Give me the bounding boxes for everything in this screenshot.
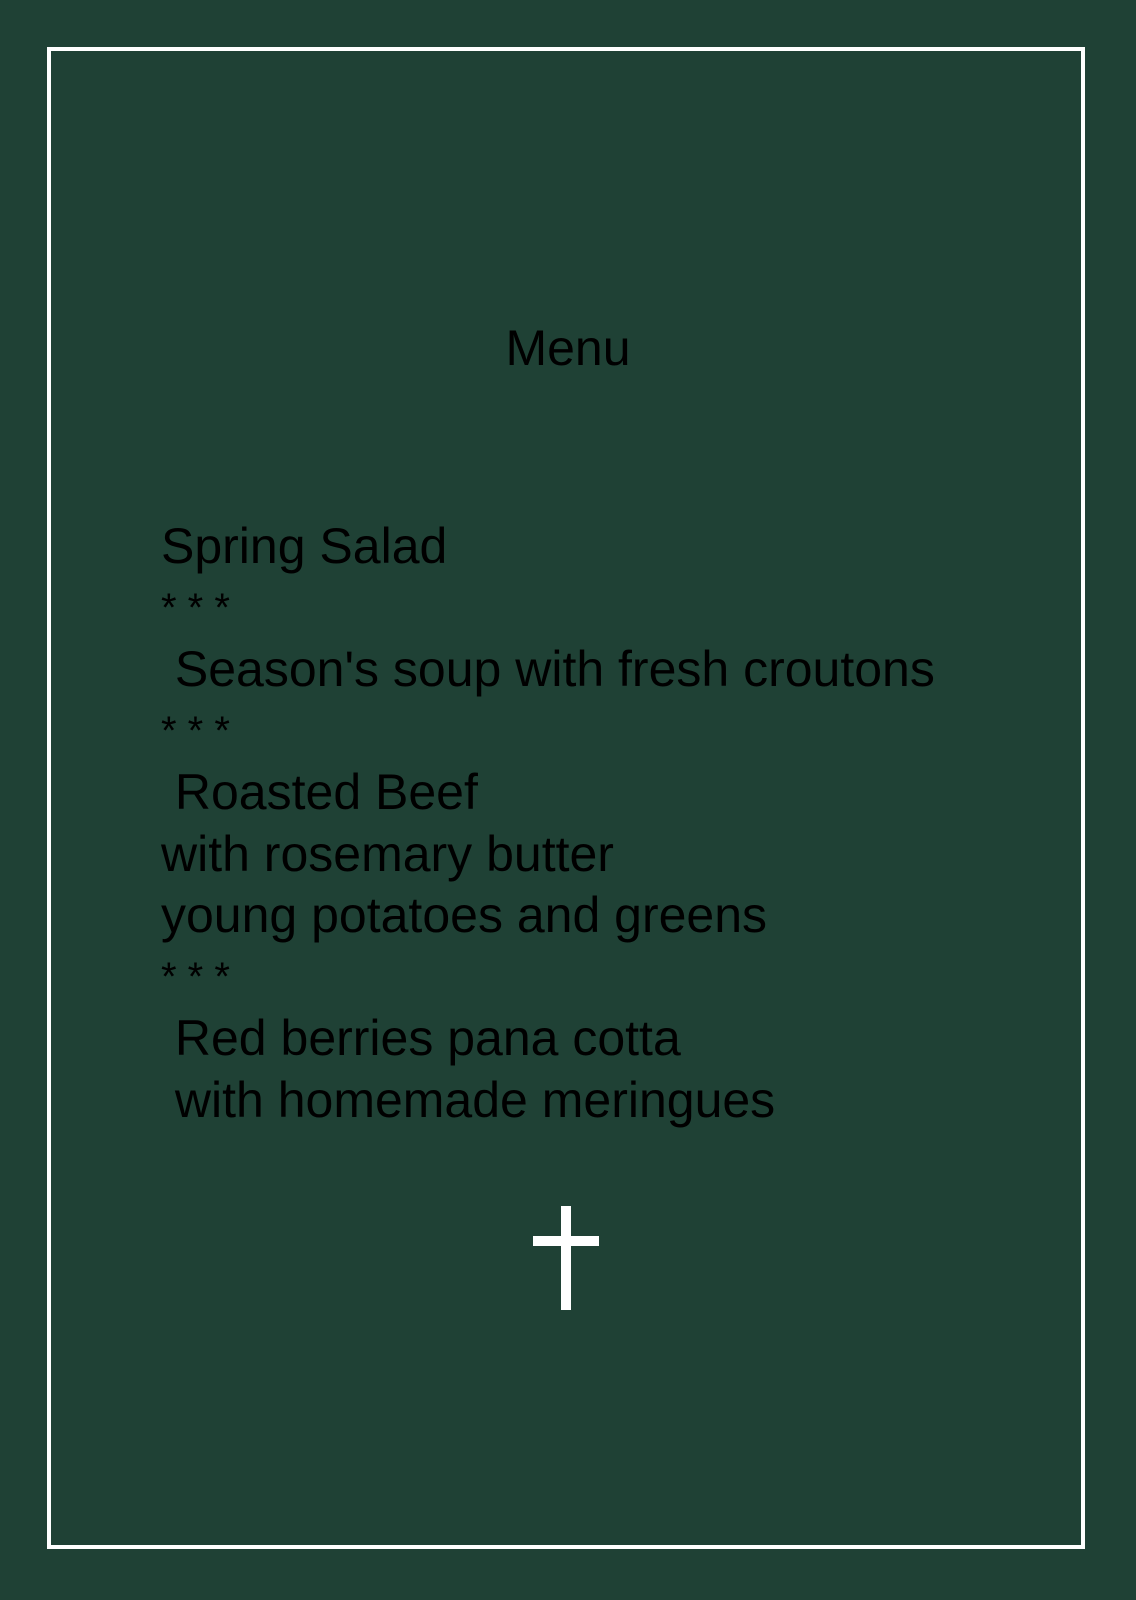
- menu-item-main: Roasted Beef: [161, 764, 478, 820]
- menu-item-main-detail: with rosemary butter: [161, 825, 614, 882]
- menu-list: [161, 516, 935, 1131]
- menu-item-dessert-detail: with homemade meringues: [161, 1071, 776, 1128]
- menu-item-main-sides: young potatoes and greens: [161, 887, 768, 943]
- menu-title: Menu: [505, 320, 631, 376]
- course-separator: * * *: [161, 954, 230, 999]
- menu-item-dessert: Red berries pana cotta: [161, 1010, 681, 1066]
- menu-item-soup: Season's soup with fresh croutons: [161, 641, 935, 697]
- course-separator: * * *: [161, 585, 230, 630]
- cross-icon: [533, 1206, 599, 1310]
- menu-item-starter: Spring Salad: [161, 518, 448, 574]
- course-separator: * * *: [161, 708, 230, 753]
